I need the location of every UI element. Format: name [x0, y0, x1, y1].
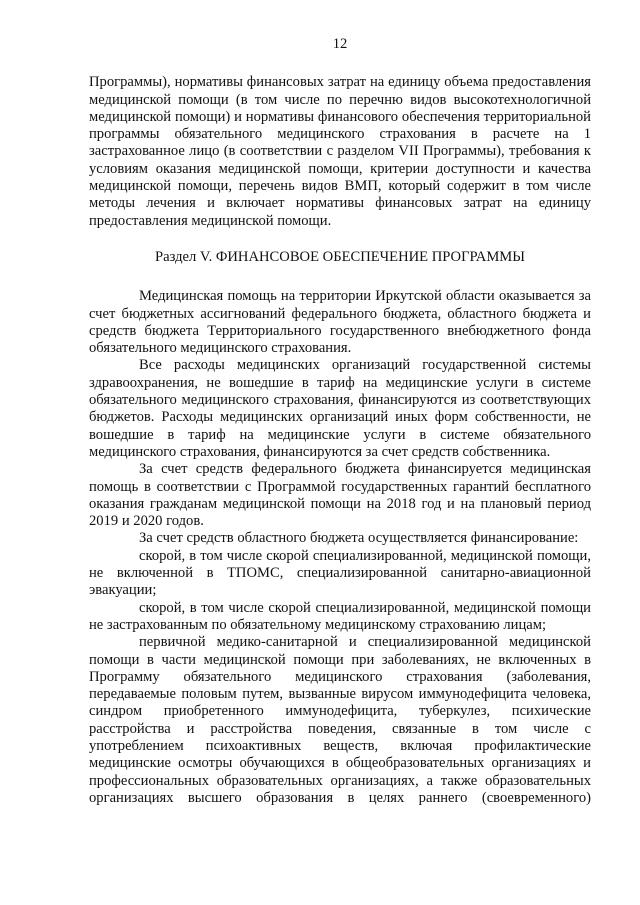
page-number: 12 [332, 36, 348, 52]
section-title: Раздел V. ФИНАНСОВОЕ ОБЕСПЕЧЕНИЕ ПРОГРАММЫ [154, 248, 525, 265]
list-item-ambulance-uninsured: скорой, в том числе скорой специализированной, медицинской помощи не застрахованным по обязательному медицинскому страхованию лицам; [89, 599, 591, 633]
paragraph-federal-budget: За счет средств федерального бюджета финансируется медицинская помощь в соответствии с Программой государственных гарантий бесплатного оказания гражданам медицинской помощи на 2018 год и на плановый период 2019 и 2020 годов. [89, 461, 591, 530]
paragraph-expenses: Все расходы медицинских организаций государственной системы здравоохранения, не вошедшие в тариф на медицинские услуги в системе обязательного медицинского страхования, финансируются из соответствующих бюджетов. Расходы медицинских организаций иных форм собственности, не вошедшие в тариф на медицинские услуги в системе обязательного медицинского страхования, финансируются за счет средств собственника. [89, 357, 591, 460]
paragraph-regional-budget-intro: За счет средств областного бюджета осуществляется финансирование: [139, 530, 579, 547]
paragraph-continued: Программы), нормативы финансовых затрат на единицу объема предоставления медицинской помощи (в том числе по перечню видов высокотехнологичной медицинской помощи) и нормативы финансового обеспечения территориальной программы обязательного медицинского страхования в расчете на 1 застрахованное лицо (в соответствии с разделом VII Программы), требования к условиям оказания медицинской помощи, критерии доступности и качества медицинской помощи, перечень видов ВМП, который содержит в том числе методы лечения и включает нормативы финансовых затрат на единицу предоставления медицинской помощи. [89, 74, 591, 229]
list-item-primary-care: первичной медико-санитарной и специализированной медицинской помощи в части медицинской помощи при заболеваниях, не включенных в Программу обязательного медицинского страхования (заболевания, передаваемые половым путем, вызванные вирусом иммунодефицита человека, синдром приобретенного иммунодефицита, туберкулез, психические расстройства и расстройства поведения, связанные в том числе с употреблением психоактивных веществ, включая профилактические медицинские осмотры обучающихся в общеобразовательных организациях и профессиональных образовательных организациях, а также образовательных организациях высшего образования в целях раннего (своевременного) [89, 634, 591, 806]
document-page [89, 36, 591, 807]
paragraph-funding-sources: Медицинская помощь на территории Иркутской области оказывается за счет бюджетных ассигнований федерального бюджета, областного бюджета и средств бюджета Территориального государственного внебюджетного фонда обязательного медицинского страхования. [89, 288, 591, 357]
list-item-ambulance: скорой, в том числе скорой специализированной, медицинской помощи, не включенной в ТПОМС, специализированной санитарно-авиационной эвакуации; [89, 547, 591, 599]
